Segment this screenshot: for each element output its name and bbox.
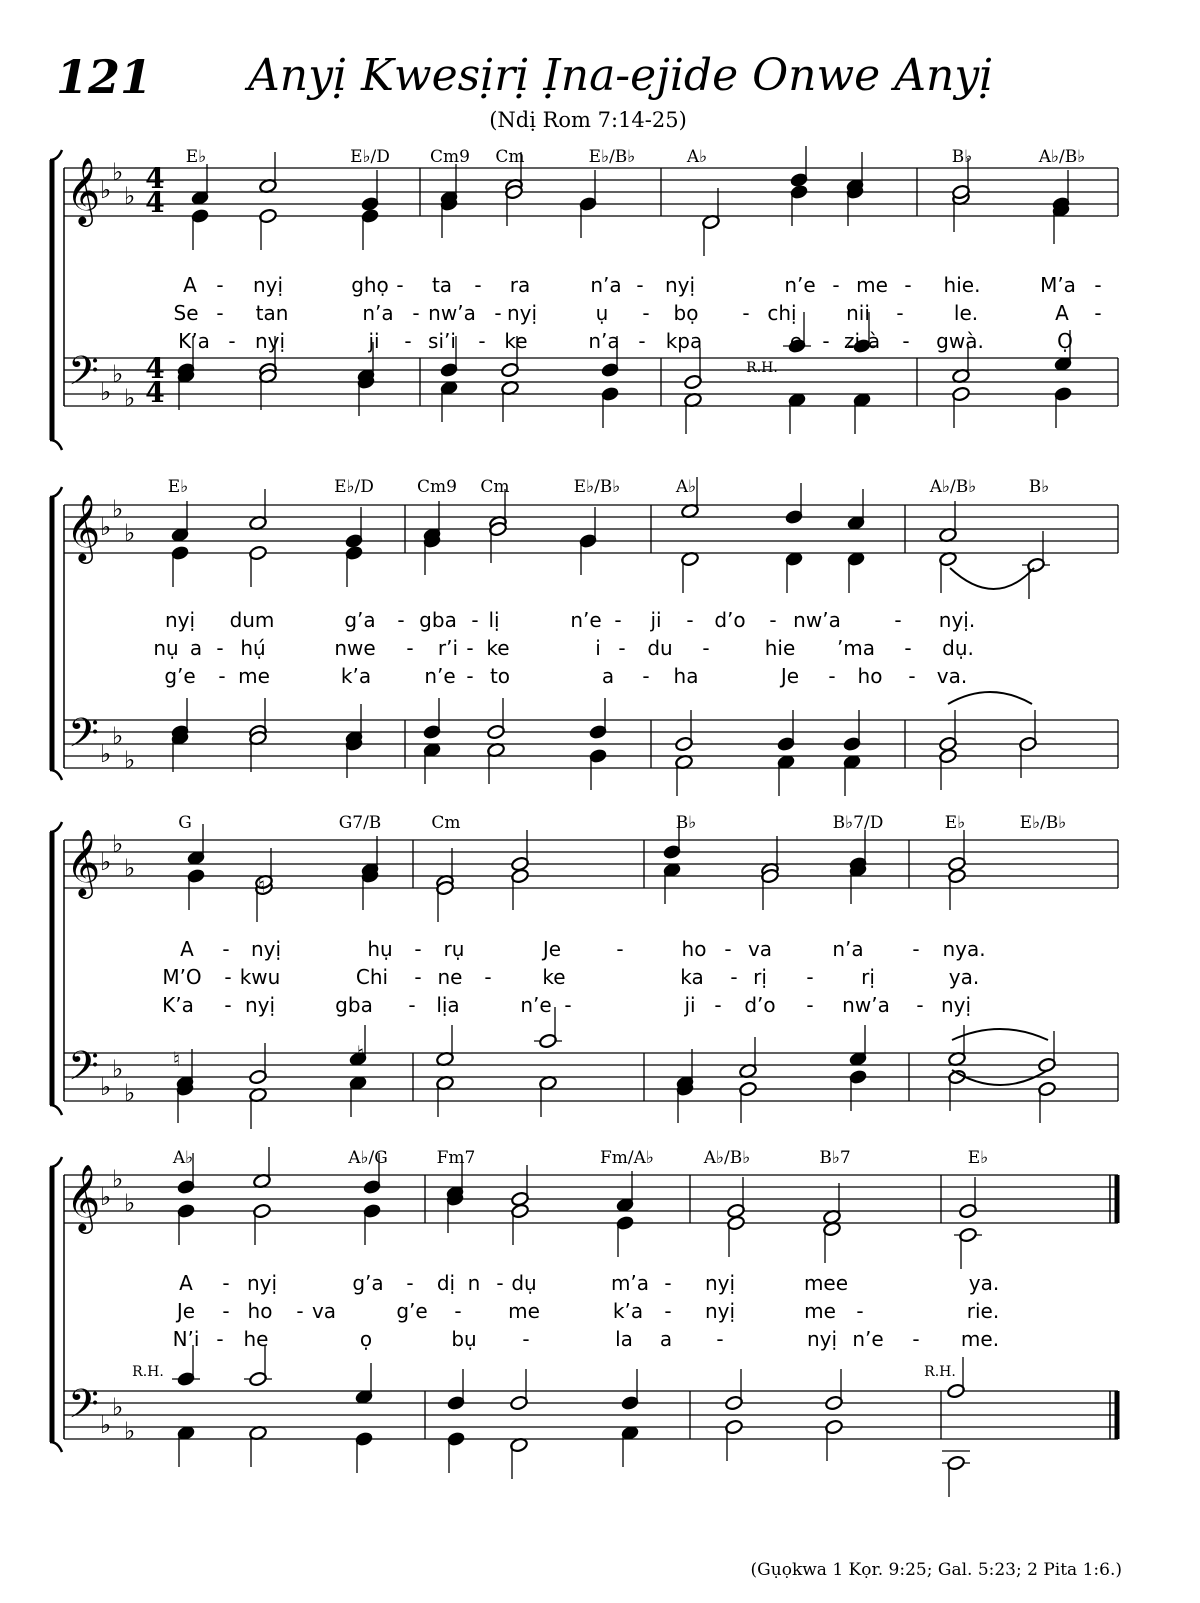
flat-sign-icon: ♭ [100,378,112,406]
lyric-syllable: - [614,608,622,632]
lyric-syllable: i [595,636,601,660]
chord-symbol: E♭ [167,477,189,497]
time-signature: 4 [145,352,165,385]
chord-symbol: E♭ [185,147,207,167]
chord-symbol: G [178,813,192,833]
lyric-syllable: ghọ [351,273,389,297]
bass-clef-icon: 𝄢 [68,348,99,404]
time-signature: 4 [145,186,165,219]
chord-symbol: Fm7 [436,1148,476,1168]
lyric-syllable: A [179,1271,193,1295]
flat-sign-icon: ♭ [124,1417,136,1445]
lyric-syllable: nyị [506,301,538,325]
tie [948,692,1032,704]
lyric-syllable: la [615,1327,633,1351]
lyric-syllable: n’e [852,1327,884,1351]
flat-sign-icon: ♭ [112,1165,124,1193]
lyric-syllable: - [618,636,626,660]
lyric-syllable: k’a [612,1299,644,1323]
lyric-syllable: nya. [942,937,986,961]
chord-symbol: A♭ [686,147,708,167]
lyric-syllable: chị [767,301,797,325]
flat-sign-icon: ♭ [112,158,124,186]
lyric-syllable: ta [431,273,453,297]
lyric-syllable: - [216,1327,224,1351]
treble-clef-icon: 𝄞 [66,156,101,224]
chord-symbol: Cm [431,813,461,833]
lyric-syllable: M’O [162,965,202,989]
flat-sign-icon: ♭ [124,1189,136,1217]
right-hand-marking: R.H. [746,360,778,376]
lyric-syllable: Je [542,937,562,961]
lyric-syllable: - [916,993,924,1017]
lyric-syllable: tan [255,301,289,325]
bass-clef-icon: 𝄢 [68,1043,99,1099]
lyric-syllable: - [714,993,722,1017]
flat-sign-icon: ♭ [100,1073,112,1101]
lyric-syllable: du [647,636,673,660]
flat-sign-icon: ♭ [124,182,136,210]
chord-symbol: Fm/A♭ [600,1148,654,1168]
tie [952,1029,1048,1040]
lyric-syllable: dụ [511,1271,537,1295]
flat-sign-icon: ♭ [124,746,136,774]
lyric-syllable: - [478,329,486,353]
lyric-syllable: Je [176,1299,196,1323]
lyric-syllable: ji [684,993,696,1017]
lyric-syllable: dum [229,608,275,632]
lyric-syllable: hie. [943,273,981,297]
bass-clef-icon: 𝄢 [68,1381,99,1437]
tie [950,568,1034,589]
chord-symbol: B♭7/D [832,813,884,833]
lyric-syllable: me [508,1299,540,1323]
time-signature: 4 [145,376,165,409]
chord-symbol: E♭/B♭ [573,477,621,497]
lyric-syllable: Je [780,664,800,688]
treble-clef-icon: 𝄞 [66,828,101,896]
chord-symbol: E♭ [944,813,966,833]
lyric-syllable: - [222,1271,230,1295]
lyric-syllable: K’a [162,993,194,1017]
lyric-syllable: si’i [428,329,456,353]
lyric-syllable: - [404,329,412,353]
lyric-syllable: ji [368,329,380,353]
lyric-syllable: g’a [352,1271,384,1295]
lyric-syllable: r’i [437,636,459,660]
lyric-syllable: k’a [340,664,372,688]
lyric-syllable: nyị [250,937,282,961]
lyric-syllable: - [412,301,420,325]
chord-symbol: Cm9 [430,147,470,167]
lyric-syllable: - [222,937,230,961]
lyric-syllable: - [638,329,646,353]
lyric-syllable: dụ. [942,636,974,660]
chord-symbol: Cm [480,477,510,497]
lyric-syllable: - [724,937,732,961]
lyric-syllable: nụ [153,636,179,660]
lyric-syllable: - [222,1299,230,1323]
lyric-syllable: - [228,329,236,353]
chord-symbol: E♭/B♭ [1019,813,1067,833]
lyric-syllable: n’a [362,301,394,325]
lyric-syllable: ho [247,1299,273,1323]
natural-sign-icon: ♮ [357,1041,365,1065]
lyric-syllable: a [601,664,615,688]
lyric-syllable: - [636,273,644,297]
lyric-syllable: rụ [443,937,465,961]
system-bracket-top [50,487,62,497]
lyric-syllable: K’a [178,329,210,353]
lyric-syllable: ya. [948,965,980,989]
lyric-syllable: hụ́ [240,636,266,660]
lyric-syllable: n’a [588,329,620,353]
chord-symbol: E♭/B♭ [588,147,636,167]
chord-symbol: B♭ [951,147,973,167]
lyric-syllable: - [912,937,920,961]
lyric-syllable: nyị [164,608,196,632]
lyric-syllable: nyị [246,1271,278,1295]
lyric-syllable: n’e [424,664,456,688]
system-bracket-top [50,822,62,832]
lyric-syllable: - [742,301,750,325]
lyric-syllable: - [856,1299,864,1323]
lyric-syllable: - [406,636,414,660]
system-bracket-top [50,150,62,160]
lyric-syllable: zi [843,329,861,353]
flat-sign-icon: ♭ [100,513,112,541]
lyric-syllable: ra [509,273,531,297]
lyric-syllable: - [408,993,416,1017]
lyric-syllable: g’a [344,608,376,632]
flat-sign-icon: ♭ [100,176,112,204]
lyric-syllable: - [904,636,912,660]
lyric-syllable: ka [680,965,704,989]
lyric-syllable: bọ [673,301,699,325]
lyric-syllable: - [454,1299,462,1323]
lyric-syllable: - [1094,273,1102,297]
bass-clef-icon: 𝄢 [68,710,99,766]
lyric-syllable: me [238,664,270,688]
chord-symbol: B♭ [1028,477,1050,497]
lyric-syllable: - [828,664,836,688]
lyric-syllable: - [904,273,912,297]
lyric-syllable: M’a [1040,273,1076,297]
lyric-syllable: A [180,937,194,961]
lyric-syllable: n’a [832,937,864,961]
lyric-syllable: a [189,636,203,660]
scripture-reference-text: (Ndị Rom 7:14-25) [489,108,687,132]
lyric-syllable: - [702,636,710,660]
flat-sign-icon: ♭ [124,854,136,882]
lyric-syllable: - [616,937,624,961]
lyric-syllable: me. [960,1327,1000,1351]
treble-clef-icon: 𝄞 [66,1163,101,1231]
flat-sign-icon: ♭ [100,848,112,876]
lyric-syllable: - [730,965,738,989]
lyric-syllable: bụ [451,1327,477,1351]
chord-symbol: A♭/B♭ [703,1148,751,1168]
lyric-syllable: - [466,664,474,688]
flat-sign-icon: ♭ [112,722,124,750]
time-signature: 4 [145,162,165,195]
lyric-syllable: ke [542,965,566,989]
chord-symbol: Cm [495,147,525,167]
lyric-syllable: - [1094,301,1102,325]
flat-sign-icon: ♭ [112,1393,124,1421]
lyric-syllable: - [414,965,422,989]
lyric-syllable: ke [504,329,528,353]
lyric-syllable: - [822,329,830,353]
lyric-syllable: nyị [704,1299,736,1323]
lyric-syllable: nyị [252,273,284,297]
lyric-syllable: nw’a [793,608,841,632]
flat-sign-icon: ♭ [100,1183,112,1211]
chord-symbol: E♭/D [350,147,390,167]
lyric-syllable: n [467,1271,481,1295]
lyric-syllable: - [224,965,232,989]
lyric-syllable: - [496,1271,504,1295]
lyric-syllable: - [564,993,572,1017]
lyric-syllable: a [659,1327,673,1351]
lyric-syllable: ya. [968,1271,1000,1295]
lyric-syllable: nii [846,301,870,325]
cross-references: (Gụọkwa 1 Kọr. 9:25; Gal. 5:23; 2 Pita 1:6.) [750,1560,1122,1580]
chord-symbol: A♭ [675,477,697,497]
lyric-syllable: to [489,664,511,688]
lyric-syllable: - [494,301,502,325]
lyric-syllable: ji [650,608,662,632]
lyric-syllable: n’e [570,608,602,632]
chord-symbol: A♭/B♭ [929,477,977,497]
lyric-syllable: - [484,965,492,989]
lyric-syllable: nyị [940,993,972,1017]
hymn-title: Anyị Kwesịrị Ịna-ejide Onwe Anyị [248,50,994,101]
lyric-syllable: nyị [254,329,286,353]
flat-sign-icon: ♭ [100,740,112,768]
lyric-syllable: - [642,664,650,688]
lyric-syllable: - [474,273,482,297]
lyric-syllable: - [806,993,814,1017]
lyric-syllable: rị [753,965,767,989]
lyric-syllable: - [296,1299,304,1323]
lyric-syllable: A [183,273,197,297]
lyric-syllable: rie. [966,1299,1000,1323]
lyric-syllable: va. [936,664,968,688]
lyric-syllable: - [522,1327,530,1351]
chord-symbol: Cm9 [417,477,457,497]
lyric-syllable: - [806,965,814,989]
treble-clef-icon: 𝄞 [66,493,101,561]
lyric-syllable: - [471,608,479,632]
chord-symbol: B♭ [675,813,697,833]
lyric-syllable: g’e [164,664,196,688]
lyric-syllable: gba [335,993,373,1017]
lyric-syllable: - [912,1327,920,1351]
lyric-syllable: Se [173,301,199,325]
system-bracket-bottom [50,1442,62,1452]
lyric-syllable: ke [486,636,510,660]
lyric-syllable: - [716,1327,724,1351]
lyric-syllable: - [414,937,422,961]
lyric-syllable: - [664,1299,672,1323]
lyric-syllable: n’e [520,993,552,1017]
system-bracket-bottom [50,1105,62,1115]
lyric-syllable: nyị [806,1327,838,1351]
natural-sign-icon: ♮ [258,873,266,897]
lyric-syllable: lị [488,608,500,632]
lyric-syllable: kpa [665,329,703,353]
flat-sign-icon: ♭ [112,830,124,858]
lyric-syllable: nyị. [938,608,976,632]
lyric-syllable: e [789,329,803,353]
lyric-syllable: - [397,608,405,632]
chord-symbol: G7/B [338,813,382,833]
lyric-syllable: - [642,301,650,325]
lyric-syllable: g’e [396,1299,428,1323]
lyric-syllable: dị [436,1271,456,1295]
lyric-syllable: he [243,1327,269,1351]
lyric-syllable: m’a [610,1271,650,1295]
lyric-syllable: nyị [244,993,276,1017]
lyric-syllable: ọ [359,1327,373,1351]
lyric-syllable: ne [437,965,463,989]
lyric-syllable: - [216,273,224,297]
lyric-syllable: - [466,636,474,660]
lyric-syllable: - [664,1271,672,1295]
lyric-syllable: Chi [355,965,389,989]
system-bracket-top [50,1157,62,1167]
chord-symbol: A♭/B♭ [1038,147,1086,167]
flat-sign-icon: ♭ [100,1411,112,1439]
lyric-syllable: rị [861,965,875,989]
lyric-syllable: - [832,273,840,297]
system-bracket-bottom [50,770,62,780]
lyric-syllable: - [769,608,777,632]
lyric-syllable: gba [419,608,457,632]
lyric-syllable: nyị [664,273,696,297]
lyric-syllable: gwà. [936,329,984,353]
lyric-syllable: - [908,664,916,688]
right-hand-marking: R.H. [924,1364,956,1380]
lyric-syllable: à [867,329,881,353]
chord-symbol: B♭7 [819,1148,851,1168]
lyric-syllable: kwu [239,965,281,989]
flat-sign-icon: ♭ [124,1079,136,1107]
lyric-syllable: ụ [595,301,609,325]
lyric-syllable: d’o [714,608,746,632]
lyric-syllable: hie [764,636,796,660]
flat-sign-icon: ♭ [112,1055,124,1083]
lyric-syllable: A [1055,301,1069,325]
lyric-syllable: d’o [744,993,776,1017]
chord-symbol: A♭/G [348,1148,388,1168]
lyric-syllable: n’e [784,273,816,297]
lyric-syllable: - [902,329,910,353]
lyric-syllable: N’i [172,1327,200,1351]
chord-symbol: A♭ [172,1148,194,1168]
lyric-syllable: hụ [367,937,393,961]
lyric-syllable: - [396,273,404,297]
hymn-number: 121 [56,50,153,104]
lyric-syllable: - [406,1271,414,1295]
lyric-syllable: le. [953,301,979,325]
lyric-syllable: - [686,608,694,632]
natural-sign-icon: ♮ [173,1047,181,1071]
lyric-syllable: ho [681,937,707,961]
chord-symbol: E♭ [967,1148,989,1168]
lyric-syllable: - [896,301,904,325]
lyric-syllable: ha [673,664,699,688]
lyric-syllable: - [216,301,224,325]
flat-sign-icon: ♭ [112,360,124,388]
flat-sign-icon: ♭ [124,519,136,547]
lyric-syllable: - [216,636,224,660]
right-hand-marking: R.H. [132,1364,164,1380]
flat-sign-icon: ♭ [124,384,136,412]
lyric-syllable: me [856,273,888,297]
lyric-syllable: lịa [436,993,460,1017]
lyric-syllable: nw’a [428,301,476,325]
lyric-syllable: ’ma [836,636,876,660]
lyric-syllable: nwe [334,636,376,660]
lyric-syllable: ho [857,664,883,688]
lyric-syllable: va [311,1299,337,1323]
lyric-syllable: me [804,1299,836,1323]
lyric-syllable: - [218,664,226,688]
lyric-syllable: Ọ [1057,329,1073,353]
flat-sign-icon: ♭ [112,495,124,523]
lyric-syllable: - [894,608,902,632]
lyric-syllable: va [747,937,773,961]
lyric-syllable: - [224,993,232,1017]
lyric-syllable: n’a [590,273,622,297]
system-bracket-bottom [50,440,62,450]
lyric-syllable: mee [803,1271,849,1295]
lyric-syllable: nyị [704,1271,736,1295]
lyric-syllable: nw’a [842,993,890,1017]
chord-symbol: E♭/D [334,477,374,497]
